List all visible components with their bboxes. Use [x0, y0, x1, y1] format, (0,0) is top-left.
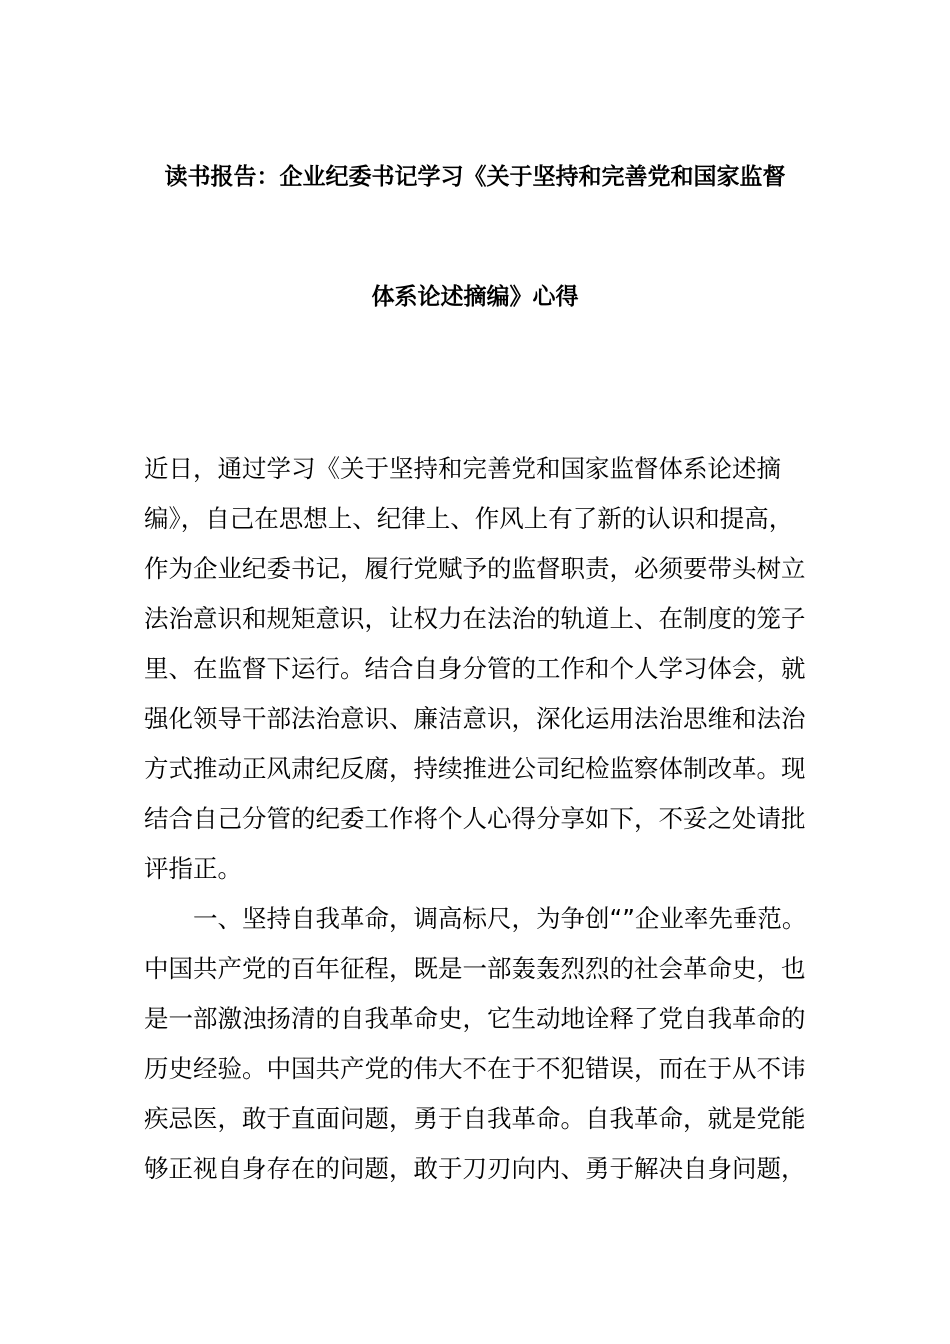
document-title-line-2: 体系论述摘编》心得	[371, 284, 579, 310]
paragraph-section-1	[144, 894, 834, 1194]
paragraph-line: 里、在监督下运行。结合自身分管的工作和个人学习体会，就	[144, 654, 806, 683]
paragraph-line: 评指正。	[144, 854, 242, 883]
paragraph-line: 结合自己分管的纪委工作将个人心得分享如下，不妥之处请批	[144, 804, 806, 833]
paragraph-line: 强化领导干部法治意识、廉洁意识，深化运用法治思维和法治	[144, 704, 806, 733]
section-heading-line: 一、坚持自我革命，调高标尺，为争创“”企业率先垂范。	[193, 904, 807, 933]
paragraph-line: 中国共产党的百年征程，既是一部轰轰烈烈的社会革命史，也	[144, 954, 806, 983]
paragraph-line: 作为企业纪委书记，履行党赋予的监督职责，必须要带头树立	[144, 554, 806, 583]
paragraph-line: 疾忌医，敢于直面问题，勇于自我革命。自我革命，就是党能	[144, 1104, 806, 1133]
paragraph-line: 够正视自身存在的问题，敢于刀刃向内、勇于解决自身问题，	[144, 1154, 806, 1183]
paragraph-line: 近日，通过学习《关于坚持和完善党和国家监督体系论述摘	[144, 454, 781, 483]
document-title-line-1: 读书报告：企业纪委书记学习《关于坚持和完善党和国家监督	[164, 164, 786, 190]
paragraph-intro	[144, 444, 834, 894]
paragraph-line: 编》，自己在思想上、纪律上、作风上有了新的认识和提高，	[144, 504, 794, 533]
paragraph-line: 法治意识和规矩意识，让权力在法治的轨道上、在制度的笼子	[144, 604, 806, 633]
paragraph-line: 方式推动正风肃纪反腐，持续推进公司纪检监察体制改革。现	[144, 754, 806, 783]
paragraph-line: 是一部激浊扬清的自我革命史，它生动地诠释了党自我革命的	[144, 1004, 806, 1033]
paragraph-line: 历史经验。中国共产党的伟大不在于不犯错误，而在于从不讳	[144, 1054, 806, 1083]
